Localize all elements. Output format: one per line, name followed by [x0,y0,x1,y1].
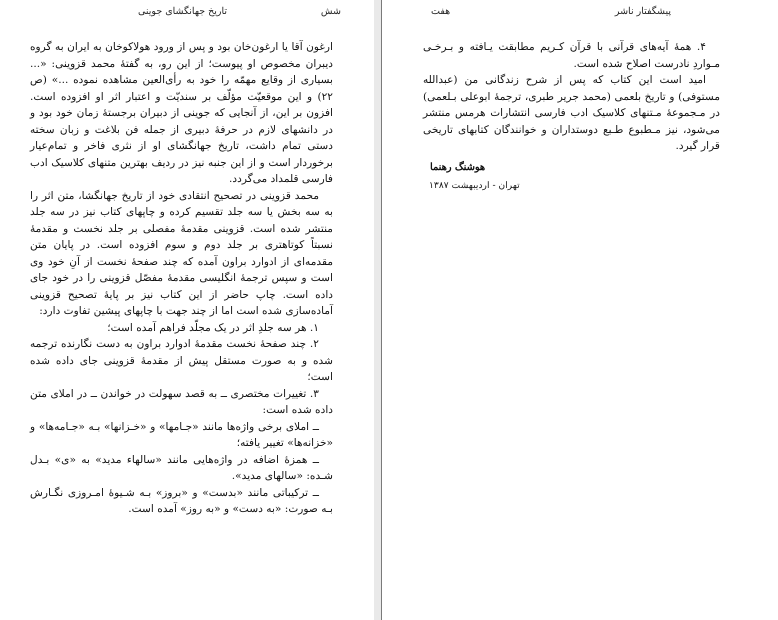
left-running-title: تاریخ جهانگشای جوینی [138,6,227,17]
list-item: ۳. تغییرات مختصری ــ به قصد سهولت در خواندن ــ در املای متن داده شده است: [30,387,333,416]
right-body-text [423,39,720,155]
paragraph: محمد قزوینی در تصحیح انتقادی خود از تاریخ جهانگشا، متن اثر را به سه بخش یا سه جلد تقسیم کرده و چاپهای کتاب نیز در سه جلد منتشر شده است. قزوینی مقدمهٔ مفصلی بر جلد نخست و مقدمهٔ نسبتاً کوتاهتری بر جلد دوم و سوم افزوده است. در پایان متن مقدمه‌ای از ادوارد براون آمده که چند صفحهٔ نخست از آنِ خود وی است و سپس ترجمهٔ انگلیسی مقدمهٔ مفصّل قزوینی را در خود جای داده است. چاپ حاضر از این کتاب نیز بر پایهٔ تصحیح قزوینی آماده‌سازی شده است اما از چند جهت با چاپهای پیشین تفاوت دارد: [30,189,333,317]
sub-list-item: ــ املای برخی واژه‌ها مانند «جـامها» و «خـزانها» بـه «جـامه‌ها» و «خزانه‌ها» تغییر یافته؛ [30,420,333,449]
left-page [0,0,375,620]
list-item: ۴. همهٔ آیه‌های قرآنی با قرآن کـریم مطابقت یـافته و بـرخـی مـواردِ نادرست اصلاح شده است. [423,41,720,70]
signature-place-date: تهران - اردیبهشت ۱۳۸۷ [429,180,520,191]
right-page [381,0,778,620]
left-page-number: شش [320,6,341,17]
paragraph: ارغون آقا یا ارغون‌خان بود و پس از ورود هولاکوخان به ایران به گروه دیبران مخصوص او پیوست؛ از این رو، به گفتهٔ محمد قزوینی: «... بسیاری از وقایع مهمّه را خود به رأی‌العین مشاهده نموده ...» (ص ۲۲) و این موقعیّت مؤلّف بر سندیّت و اعتبار اثر او افزوده است. افزون بر این، از آنجایی که جوینی از دبیران برجستهٔ زمان خود بود و در دانشهای لازم در حرفهٔ دبیری از جمله فن بلاغت و زبان سخته دستی تمام داشت، تاریخ جهانگشای او از نثری فاخر و تمام‌عیار برخوردار است و از این جنبه نیز در ردیف بهترین متنهای کلاسیک ادب فارسی قلمداد می‌گردد. [30,41,333,185]
book-gutter [374,0,381,620]
sub-list-item: ــ ترکیباتی مانند «بدست» و «بروز» بـه شـیوهٔ امـروزی نگـارش بـه صورت: «به دست» و «به روز» آمده است. [30,486,333,515]
list-item: ۲. چند صفحهٔ نخست مقدمهٔ ادوارد براون به دست نگارنده ترجمه شده و به صورت مستقل پیش از مقدمهٔ قزوینی جای داده شده است؛ [30,338,333,383]
right-section-title: پیشگفتار ناشر [614,6,671,17]
paragraph: امید است این کتاب که پس از شرح زندگانی من (عبدالله مستوفی) و تاریخ بلعمی (محمد جریر طبری، ترجمهٔ ابوعلی بـلعمی) در مـجموعهٔ مـتنهای کلاسیک ادب فارسی انتشارات هرمس منتشر می‌شود، نیز مـطبوع طـبع دوستداران و خوانندگان کتابهای تاریخی قرار گیرد. [423,74,720,152]
right-page-number: هفت [431,6,451,17]
list-item: ۱. هر سه جلدِ اثر در یک مجلّد فراهم آمده است؛ [107,321,319,334]
sub-list-item: ــ همزهٔ اضافه در واژه‌هایی مانند «سالهاء مدید» به «ی» بـدل شـده: «سالهای مدید». [30,453,333,482]
left-body-text [30,39,333,518]
signature-name: هوشنگ رهنما [430,162,486,173]
